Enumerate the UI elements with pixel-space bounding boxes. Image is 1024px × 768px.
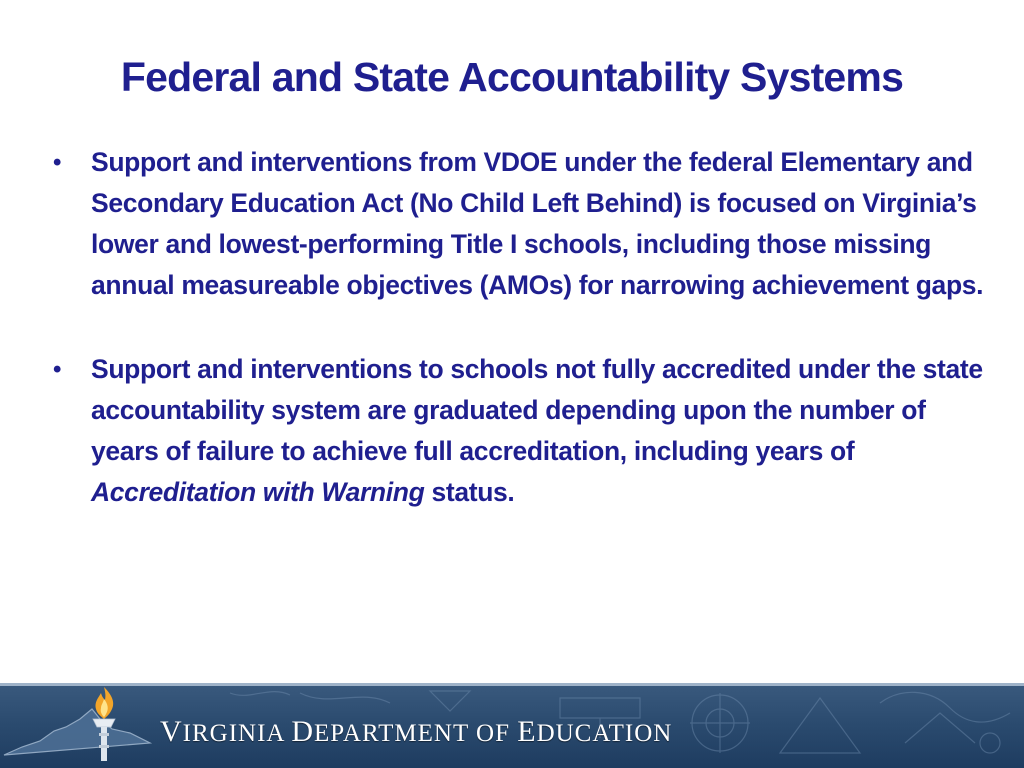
- bullet-text: Support and interventions from VDOE under the federal Elementary and Secondary Education Act (No Child Left Behind) is focused on Virginia’s lower and lowest-performing Title I schools, including those missing annual measureable objectives (AMOs) for narrowing achievement gaps.: [91, 147, 984, 300]
- bullet-item-federal: [50, 142, 1000, 306]
- slide-title: Federal and State Accountability Systems: [120, 54, 904, 100]
- bullet-item-state: [50, 349, 1000, 513]
- torch-logo-icon: [84, 685, 124, 763]
- bullet-text-end: status.: [424, 477, 515, 507]
- bullet-text-emphasis: Accreditation with Warning: [91, 477, 425, 507]
- bullet-text-start: Support and interventions to schools not fully accredited under the state accountability system are graduated depending upon the number of years of failure to achieve full accreditation, including years of: [91, 354, 983, 466]
- bullet-dot-icon: •: [53, 149, 62, 176]
- bullet-dot-icon: •: [53, 356, 62, 383]
- virginia-state-outline-icon: [4, 709, 150, 755]
- footer-banner: [0, 683, 1024, 768]
- bullet-list: [50, 142, 1000, 513]
- footer-org-name: VIRGINIA DEPARTMENT OF EDUCATION: [160, 715, 673, 748]
